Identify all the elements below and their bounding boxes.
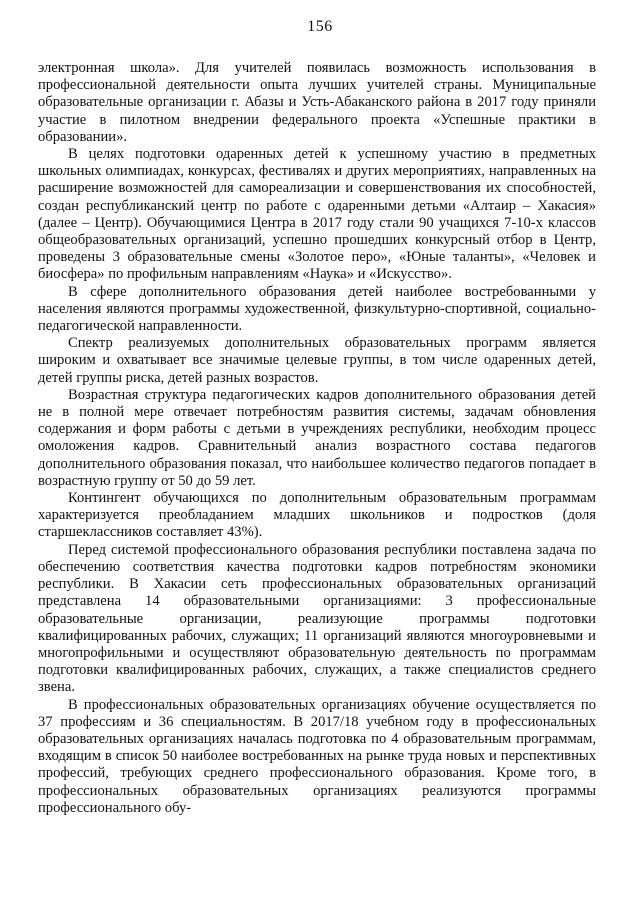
paragraph-2: В целях подготовки одаренных детей к успешному участию в предметных школьных олимпиадах, конкурсах, фестивалях и других мероприятиях, направленных на расширение возможностей для самореализации и совершенствования их способностей, создан республиканский центр по работе с одаренными детьми «Алтаир – Хакасия» (далее – Центр). Обучающимися Центра в 2017 году стали 90 учащихся 7-10-х классов общеобразовательных организаций, успешно прошедших конкурсный отбор в Центр, проведены 3 образовательные смены «Золотое перо», «Юные таланты», «Человек и биосфера» по профильным направлениям «Наука» и «Искусство». [38,146,596,283]
page-number: 156 [307,18,333,35]
body-text [38,60,596,817]
paragraph-5: Возрастная структура педагогических кадров дополнительного образования детей не в полной мере отвечает потребностям развития системы, задачам обновления содержания и форм работы с детьми в учреждениях республики, необходим процесс омоложения кадров. Сравнительный анализ возрастного состава педагогов дополнительного образования показал, что наибольшее количество педагогов попадает в возрастную группу от 50 до 59 лет. [38,386,596,489]
paragraph-8: В профессиональных образовательных организациях обучение осуществляется по 37 профессиям и 36 специальностям. В 2017/18 учебном году в профессиональных образовательных организациях началась подготовка по 4 образовательным программам, входящим в список 50 наиболее востребованных на рынке труда новых и перспективных профессий, требующих среднего профессионального образования. Кроме того, в профессиональных образовательных организациях реализуются программы профессионального обу- [38,696,596,816]
paragraph-3: В сфере дополнительного образования детей наиболее востребованными у населения являются программы художественной, физкультурно-спортивной, социально-педагогической направленности. [38,283,596,335]
paragraph-6: Контингент обучающихся по дополнительным образовательным программам характеризуется преобладанием младших школьников и подростков (доля старшеклассников составляет 43%). [38,490,596,541]
paragraph-7: Перед системой профессионального образования республики поставлена задача по обеспечению соответствия качества подготовки кадров потребностям экономики республики. В Хакасии сеть профессиональных образовательных организаций представлена 14 образовательными организациями: 3 профессиональные образовательные организации, реализующие программы подготовки квалифицированных рабочих, служащих; 11 организаций являются многоуровневыми и многопрофильными и осуществляют образовательную деятельность по программам подготовки квалифицированных рабочих, служащих, а также специалистов среднего звена. [38,541,596,696]
paragraph-4: Спектр реализуемых дополнительных образовательных программ является широким и охватывает все значимые целевые группы, в том числе одаренных детей, детей группы риска, детей разных возрастов. [38,335,596,386]
paragraph-1: электронная школа». Для учителей появилась возможность использования в профессиональной деятельности опыта лучших учителей страны. Муниципальные образовательные организации г. Абазы и Усть-Абаканского района в 2017 году приняли участие в пилотном внедрении федерального проекта «Успешные практики в образовании». [38,60,596,145]
